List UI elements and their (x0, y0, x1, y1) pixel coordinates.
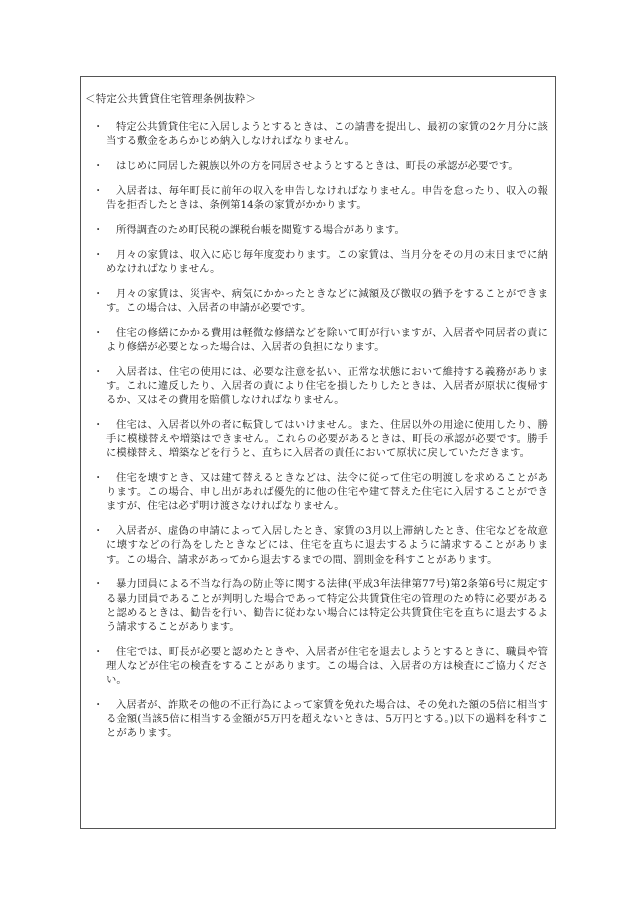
section-heading: ＜特定公共賃貸住宅管理条例抜粋＞ (85, 93, 257, 105)
list-item-text: 入居者は、毎年町長に前年の収入を申告しなければなりません。申告を怠ったり、収入の報告を拒否したときは、条例第14条の家賃がかかります。 (106, 184, 548, 211)
list-item-text: 入居者が、虚偽の申請によって入居したとき、家賃の3月以上滞納したとき、住宅などを故意に壊すなどの行為をしたときなどには、住宅を直ちに退去するように請求することがあります。この場合、請求があってから退去するまでの間、罰則金を科すことがあります。 (106, 525, 548, 566)
list-item-text: 住宅では、町長が必要と認めたときや、入居者が住宅を退去しようとするときに、職員や管理人などが住宅の検査をすることがあります。この場合は、入居者の方は検査にご協力ください。 (106, 645, 548, 687)
bullet-icon: ・ (93, 699, 104, 712)
bullet-icon: ・ (93, 287, 104, 300)
list-item-text: 所得調査のため町民税の課税台帳を閲覧する場合があります。 (116, 223, 405, 236)
list-item (93, 326, 548, 354)
list-item (93, 524, 548, 567)
bullet-icon: ・ (93, 418, 104, 431)
list-item (93, 645, 548, 688)
list-item (93, 184, 548, 212)
list-item-text: 暴力団員による不当な行為の防止等に関する法律(平成3年法律第77号)第2条第6号に規定する暴力団員であることが判明した場合であって特定公共賃貸住宅の管理のため特に必要があると認めるときは、勧告を行い、勧告に従わない場合には特定公共賃貸住宅を直ちに退去するよう請求することがあります。 (106, 578, 548, 634)
bullet-icon: ・ (93, 645, 104, 658)
list-item (93, 698, 548, 741)
bullet-icon: ・ (93, 525, 104, 538)
bullet-icon: ・ (93, 223, 104, 236)
bullet-icon: ・ (93, 578, 104, 591)
list-item-text: 月々の家賃は、災害や、病気にかかったときなどに減額及び徴収の猶予をすることができます。この場合は、入居者の申請が必要です。 (106, 287, 548, 314)
bullet-icon: ・ (93, 248, 104, 261)
bullet-icon: ・ (93, 472, 104, 484)
list-item-text: 住宅の修繕にかかる費用は軽微な修繕などを除いて町が行いますが、入居者や同居者の責により修繕が必要となった場合は、入居者の負担になります。 (106, 326, 548, 353)
list-item (93, 120, 548, 148)
list-item (93, 223, 548, 237)
bullet-icon: ・ (93, 365, 104, 378)
list-item-text: 住宅は、入居者以外の者に転貸してはいけません。また、住居以外の用途に使用したり、勝手に模様替えや増築はできません。これらの必要があるときは、町長の承認が必要です。勝手に模様替え、増築などを行うと、直ちに入居者の責任において原状に戻していただきます。 (106, 418, 548, 460)
list-item (93, 159, 548, 173)
list-item-text: 入居者は、住宅の使用には、必要な注意を払い、正常な状態において維持する義務があります。これに違反したり、入居者の責により住宅を損したりしたときは、入居者が原状に復帰するか、又はその費用を賠償しなければなりません。 (106, 365, 548, 406)
bullet-icon: ・ (93, 160, 104, 172)
bullet-icon: ・ (93, 184, 104, 197)
list-item (93, 365, 548, 408)
list-item (93, 287, 548, 315)
list-item-text: はじめに同居した親族以外の方を同居させようとするときは、町長の承認が必要です。 (116, 160, 519, 172)
regulation-list (93, 120, 548, 751)
list-item-text: 月々の家賃は、収入に応じ毎年度変わります。この家賃は、当月分をその月の末日までに納めなければなりません。 (106, 248, 548, 275)
list-item-text: 住宅を壊すとき、又は建て替えるときなどは、法令に従って住宅の明渡しを求めることがあります。この場合、申し出があれば優先的に他の住宅や建て替えた住宅に入居することができますが、住宅は必ず明け渡さなければなりません。 (106, 472, 548, 513)
list-item (93, 248, 548, 276)
list-item-text: 特定公共賃貸住宅に入居しようとするときは、この請書を提出し、最初の家賃の2ケ月分に該当する敷金をあらかじめ納入しなければなりません。 (106, 121, 548, 148)
list-item (93, 418, 548, 461)
list-item (93, 577, 548, 634)
list-item-text: 入居者が、詐欺その他の不正行為によって家賃を免れた場合は、その免れた額の5倍に相当する金額(当該5倍に相当する金額が5万円を超えないときは、5万円とする。)以下の過料を科すことがあります。 (106, 699, 548, 740)
bullet-icon: ・ (93, 121, 104, 133)
list-item (93, 471, 548, 514)
bullet-icon: ・ (93, 326, 104, 339)
